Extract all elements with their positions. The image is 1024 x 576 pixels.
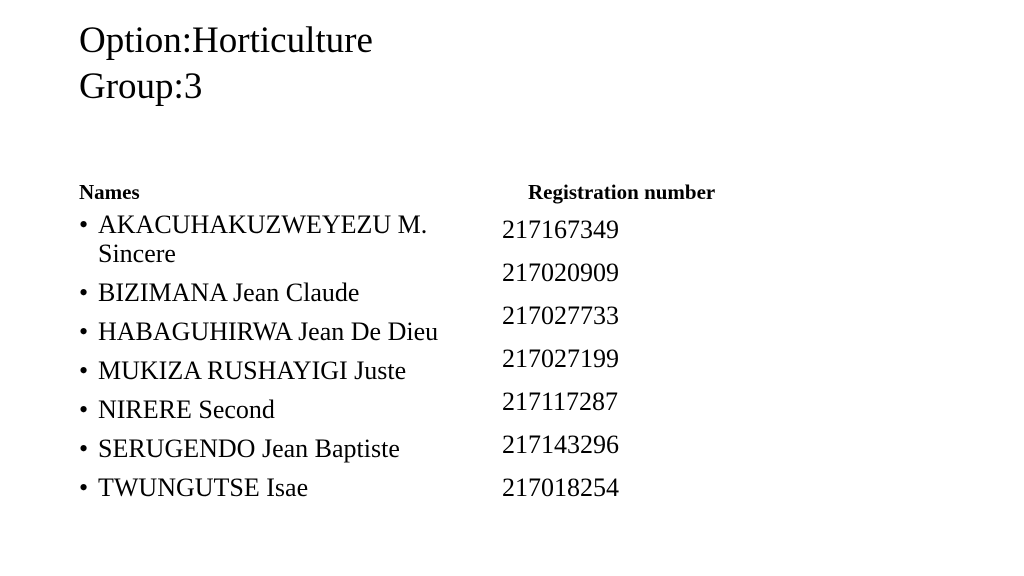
bullet-icon: •: [79, 317, 89, 346]
title-option: Option:Horticulture: [79, 20, 373, 61]
names-list: [79, 210, 499, 512]
list-item: [79, 210, 499, 268]
bullet-icon: •: [79, 210, 89, 239]
bullet-icon: •: [79, 395, 89, 424]
list-item: [79, 395, 499, 424]
registration-number: 217018254: [502, 473, 619, 502]
list-item: [79, 356, 499, 385]
registration-number: 217027733: [502, 301, 619, 330]
bullet-icon: •: [79, 356, 89, 385]
list-item: [79, 473, 499, 502]
bullet-icon: •: [79, 434, 89, 463]
registration-number: 217020909: [502, 258, 619, 287]
student-name: HABAGUHIRWA Jean De Dieu: [98, 317, 439, 346]
student-name: AKACUHAKUZWEYEZU M. Sincere: [98, 210, 428, 268]
registration-number: 217143296: [502, 430, 619, 459]
registration-number: 217167349: [502, 215, 619, 244]
list-item: [79, 278, 499, 307]
student-name: MUKIZA RUSHAYIGI Juste: [98, 356, 407, 385]
list-item: [79, 317, 499, 346]
student-name: SERUGENDO Jean Baptiste: [98, 434, 400, 463]
slide-title: [79, 18, 373, 110]
registration-number: 217117287: [502, 387, 619, 416]
registration-list: [502, 215, 619, 516]
student-name: BIZIMANA Jean Claude: [98, 278, 360, 307]
registration-number: 217027199: [502, 344, 619, 373]
student-name: NIRERE Second: [98, 395, 275, 424]
title-group: Group:3: [79, 66, 203, 107]
student-name: TWUNGUTSE Isae: [98, 473, 309, 502]
bullet-icon: •: [79, 473, 89, 502]
bullet-icon: •: [79, 278, 89, 307]
list-item: [79, 434, 499, 463]
registration-column-header: Registration number: [528, 180, 716, 204]
names-column-header: Names: [79, 180, 140, 204]
